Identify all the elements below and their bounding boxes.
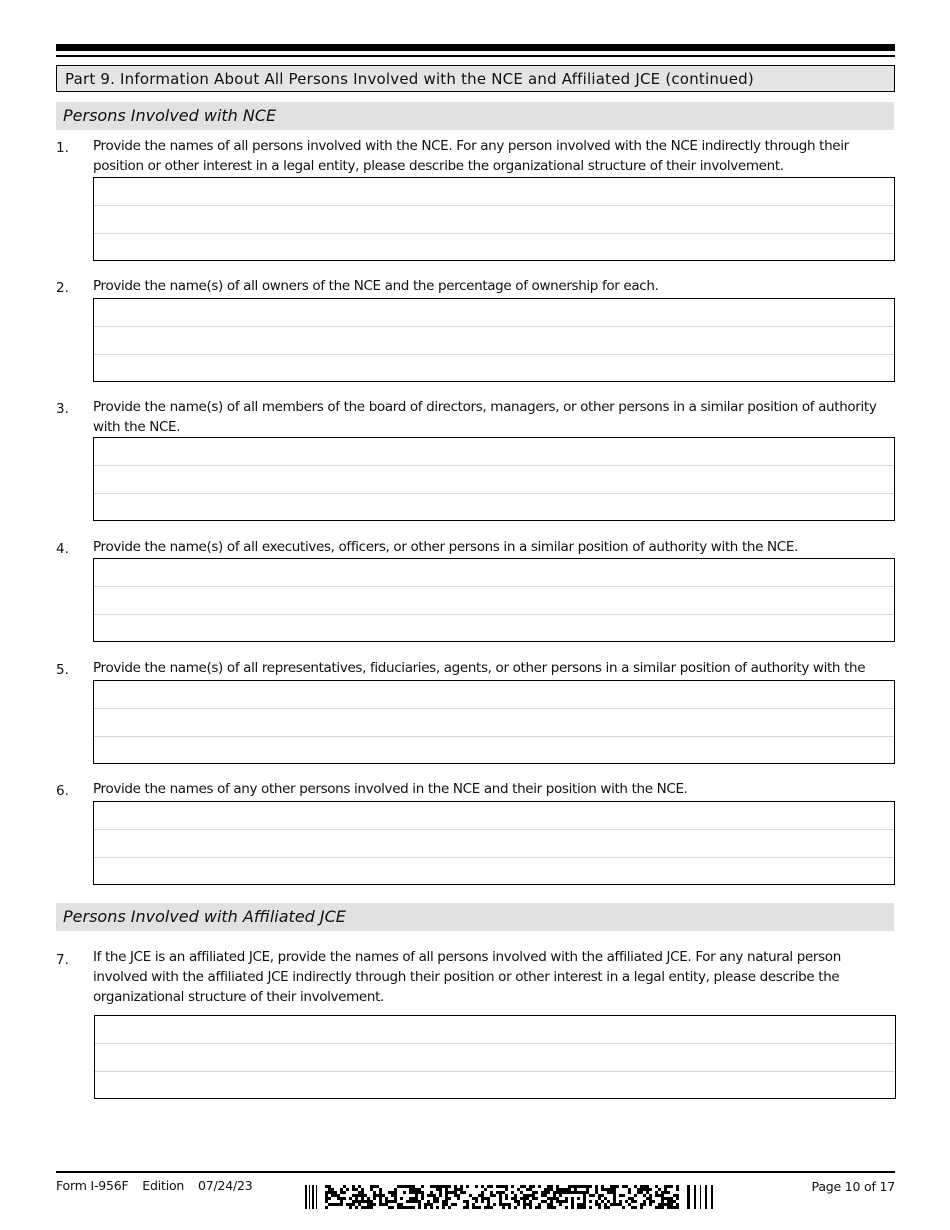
answer-box-6[interactable]: [93, 801, 895, 885]
answer-line: [94, 205, 894, 206]
answer-line: [94, 354, 894, 355]
question-text: If the JCE is an affiliated JCE, provide the names of all persons involved with the affiliated JCE. For any natural person involved with the affiliated JCE indirectly through their position or other interest in a legal entity, please describe the organizational structure of their involvement.: [93, 949, 841, 1005]
page-number: Page 10 of 17: [811, 1179, 895, 1194]
answer-line: [94, 829, 894, 830]
answer-box-7[interactable]: [94, 1015, 896, 1099]
question-number: 3.: [56, 401, 69, 417]
answer-box-2[interactable]: [93, 298, 895, 382]
answer-line: [94, 708, 894, 709]
answer-line: [94, 614, 894, 615]
answer-line: [94, 857, 894, 858]
question-number: 7.: [56, 952, 69, 968]
answer-box-4[interactable]: [93, 558, 895, 642]
answer-box-5[interactable]: [93, 680, 895, 764]
answer-box-3[interactable]: [93, 437, 895, 521]
answer-line: [94, 233, 894, 234]
question-number: 4.: [56, 541, 69, 557]
answer-line: [94, 586, 894, 587]
answer-line: [94, 326, 894, 327]
question-text: Provide the names of any other persons involved in the NCE and their position with the NCE.: [93, 781, 688, 797]
question-text: Provide the name(s) of all members of the board of directors, managers, or other persons in a similar position of authority with the NCE.: [93, 399, 877, 435]
question-text: Provide the name(s) of all executives, officers, or other persons in a similar position of authority with the NCE.: [93, 539, 798, 555]
top-thick-rule: [56, 44, 895, 51]
part-header: [56, 65, 895, 92]
top-thin-rule: [56, 55, 895, 57]
question-text: Provide the name(s) of all owners of the NCE and the percentage of ownership for each.: [93, 278, 659, 294]
answer-line: [94, 736, 894, 737]
question-text: Provide the names of all persons involved with the NCE. For any person involved with the NCE indirectly through their position or other interest in a legal entity, please describe the organizational structure of their involvement.: [93, 138, 849, 174]
section-header-nce: Persons Involved with NCE: [56, 102, 894, 130]
continued-label: (continued): [665, 70, 754, 88]
answer-line: [95, 1043, 895, 1044]
barcode-icon: [305, 1185, 715, 1209]
answer-box-1[interactable]: [93, 177, 895, 261]
section-header-jce: Persons Involved with Affiliated JCE: [56, 903, 894, 931]
answer-line: [94, 493, 894, 494]
part-title: Part 9. Information About All Persons Involved with the NCE and Affiliated JCE: [65, 70, 661, 88]
form-number: Form I-956F: [56, 1178, 129, 1193]
question-number: 5.: [56, 662, 69, 678]
question-number: 2.: [56, 280, 69, 296]
question-number: 6.: [56, 783, 69, 799]
footer-rule: [56, 1171, 895, 1173]
question-text: Provide the name(s) of all representatives, fiduciaries, agents, or other persons in a similar position of authority with the: [93, 660, 866, 676]
answer-line: [94, 465, 894, 466]
edition-label: Edition: [142, 1178, 185, 1193]
form-edition: [56, 1178, 262, 1193]
question-number: 1.: [56, 140, 69, 156]
answer-line: [95, 1071, 895, 1072]
edition-date: 07/24/23: [197, 1178, 253, 1193]
